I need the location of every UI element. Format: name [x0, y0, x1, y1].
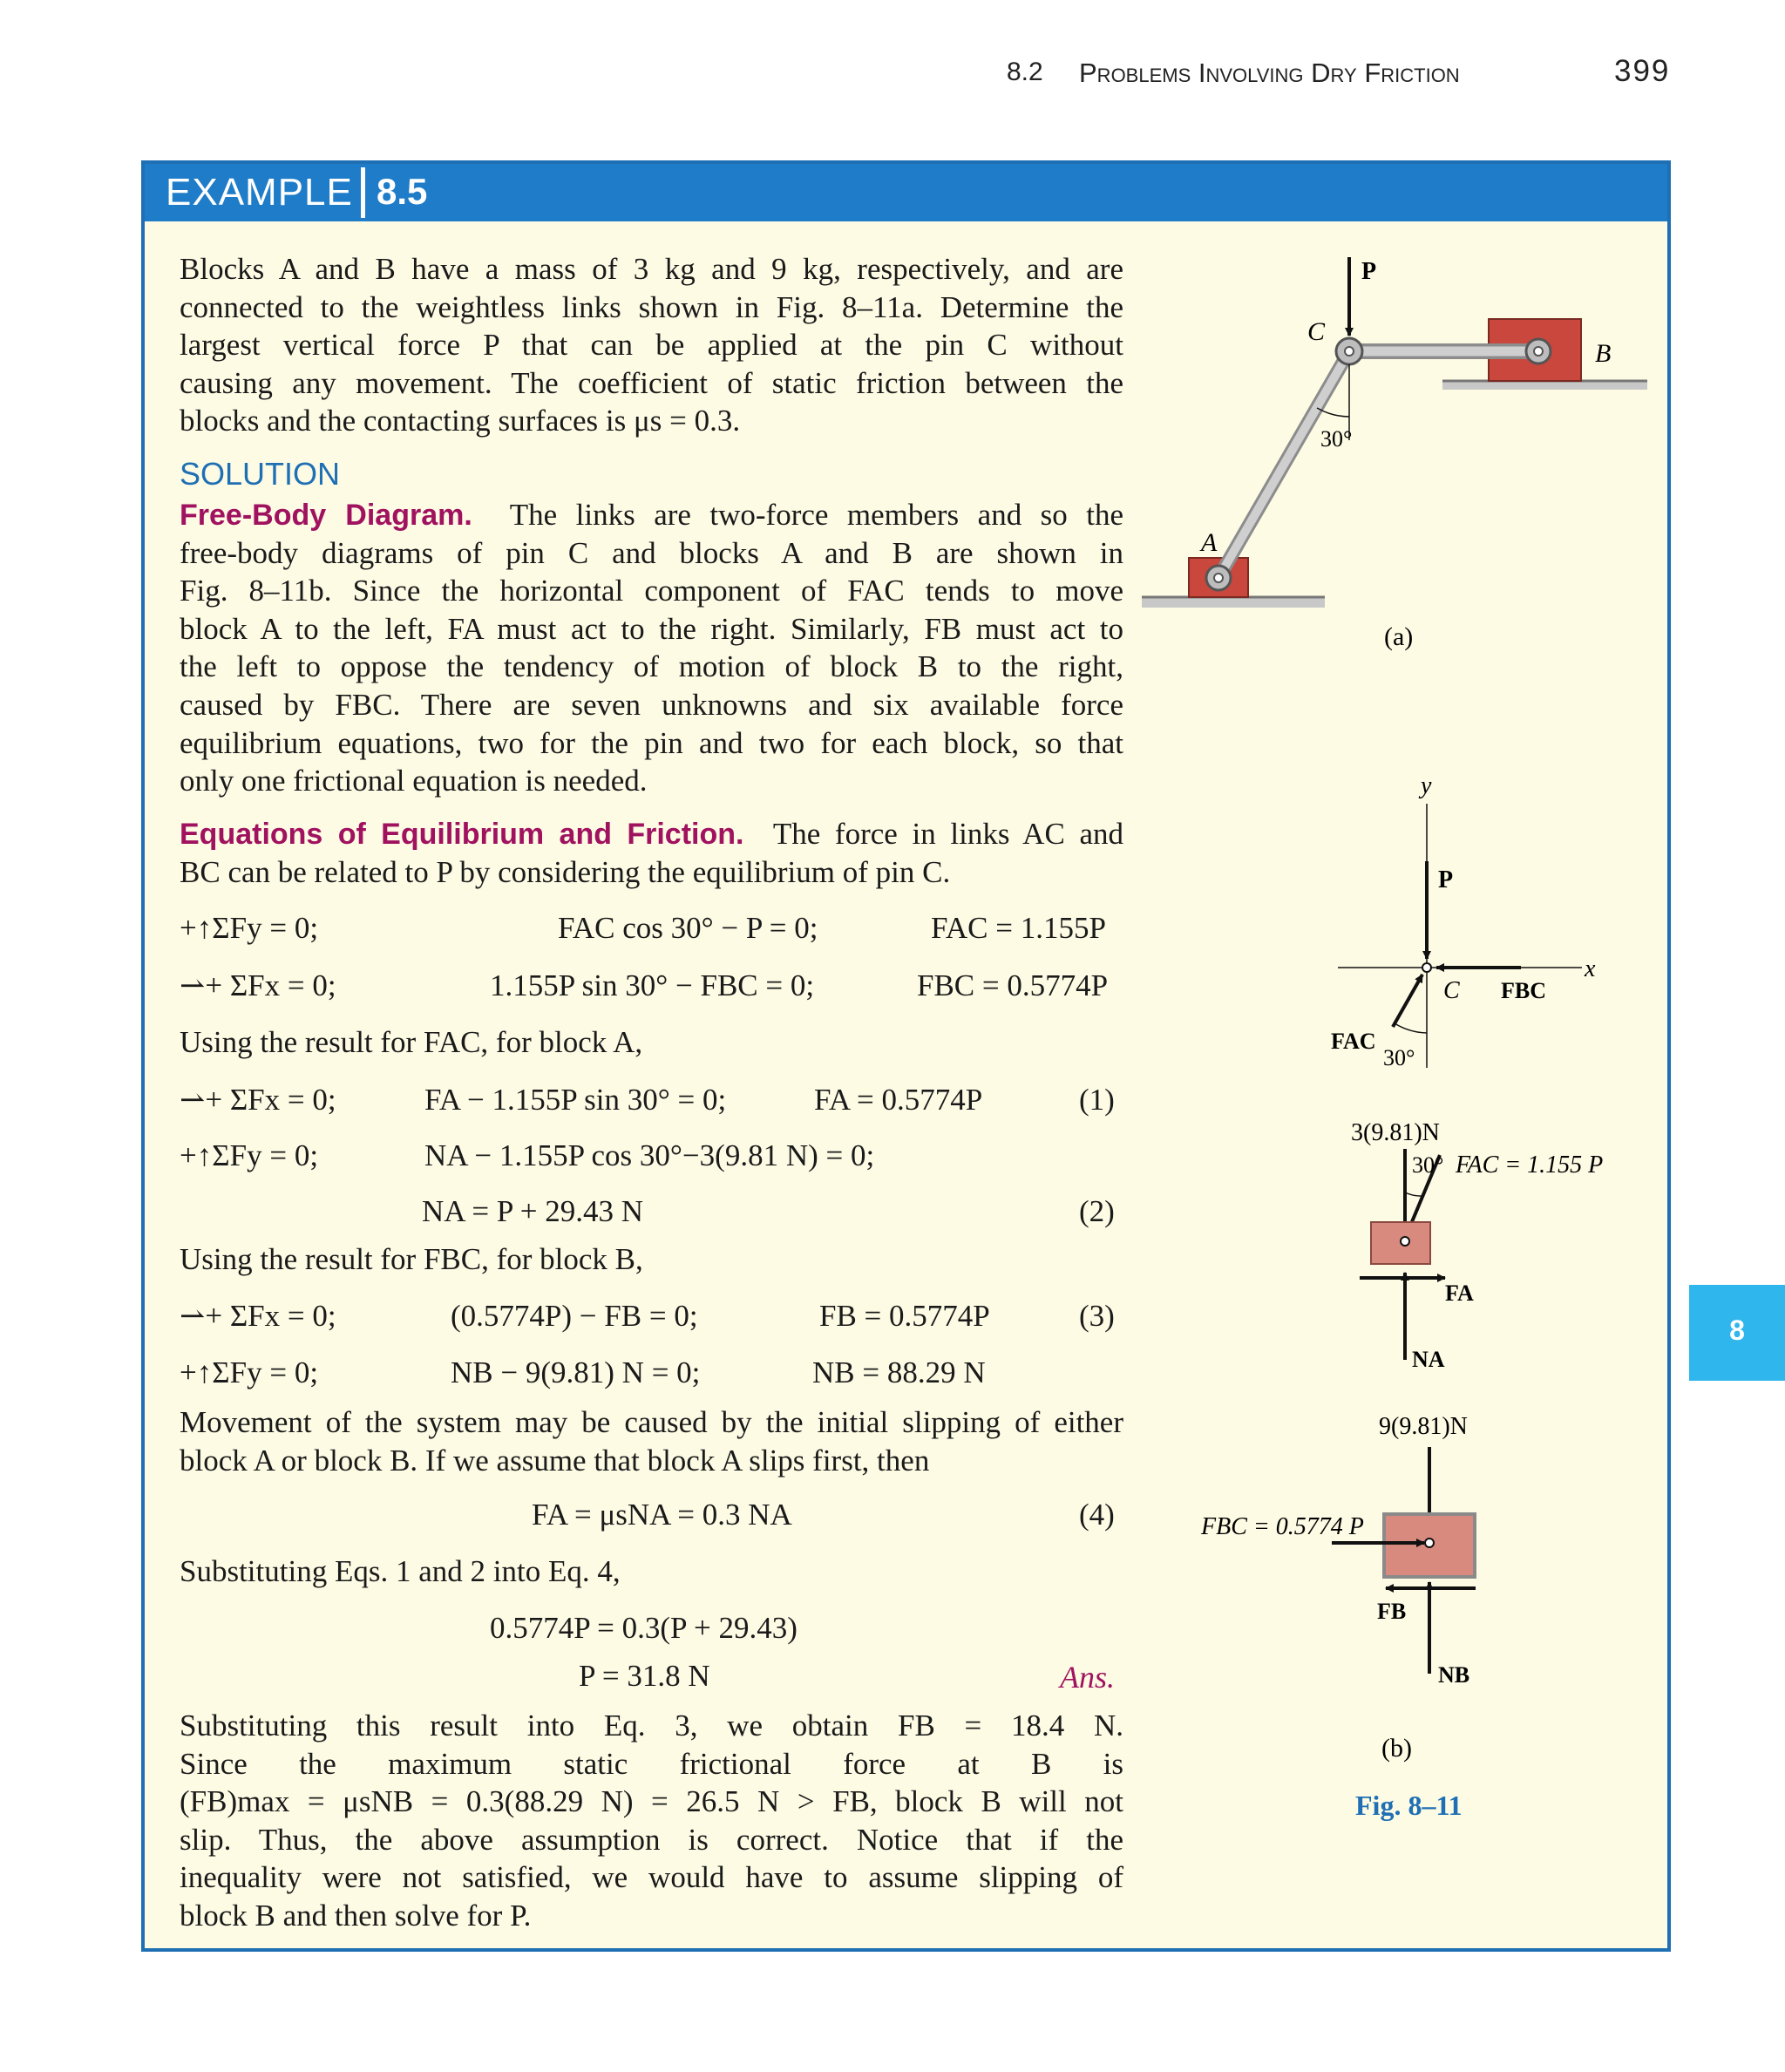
eq-b-y-label: +↑ΣFy = 0;: [180, 1355, 319, 1389]
eq-pin-y-body: FAC cos 30° − P = 0;: [558, 911, 818, 945]
closing-line: slip. Thus, the above assumption is correct. Notice that if the: [180, 1822, 1123, 1857]
answer-label: Ans.: [1060, 1660, 1115, 1695]
closing-line: block B and then solve for P.: [180, 1898, 532, 1933]
label-nb: NB: [1438, 1662, 1470, 1688]
eq-friction: FA = μsNA = 0.3 NA: [532, 1498, 792, 1532]
intro-line: Blocks A and B have a mass of 3 kg and 9 kg, respectively, and are: [180, 252, 1123, 286]
eq-a-y-label: +↑ΣFy = 0;: [180, 1138, 319, 1172]
section-number: 8.2: [1007, 58, 1043, 86]
label-fac-pin: FAC: [1331, 1029, 1376, 1054]
intro-line: blocks and the contacting surfaces is μs = 0.3.: [180, 404, 741, 438]
eq-a-normal: NA = P + 29.43 N: [422, 1194, 644, 1228]
weight-b-label: 9(9.81)N: [1379, 1413, 1468, 1440]
eq-number-2: (2): [1079, 1194, 1115, 1228]
eq-number-3: (3): [1079, 1299, 1115, 1333]
eq-result-p: P = 31.8 N: [579, 1659, 710, 1693]
eq-pin-x-label: ⇀+ ΣFx = 0;: [180, 968, 336, 1002]
movement-line: Movement of the system may be caused by the initial slipping of either: [180, 1405, 1123, 1439]
eq-pin-y-label: +↑ΣFy = 0;: [180, 911, 319, 945]
eq-pin-y-result: FAC = 1.155P: [931, 911, 1106, 945]
eqf-text: The force in links AC and: [772, 817, 1124, 851]
force-fac-pin: [1393, 975, 1422, 1027]
label-fb: FB: [1377, 1599, 1407, 1624]
label-a-a: A: [1201, 528, 1218, 557]
label-c-a: C: [1307, 317, 1326, 346]
closing-line: Substituting this result into Eq. 3, we obtain FB = 18.4 N.: [180, 1709, 1123, 1743]
eq-b-x-result: FB = 0.5774P: [819, 1299, 990, 1333]
label-na: NA: [1412, 1347, 1445, 1372]
label-fa: FA: [1445, 1281, 1474, 1306]
chapter-tab-label: 8: [1729, 1315, 1745, 1346]
closing-line: inequality were not satisfied, we would have to assume slipping of: [180, 1860, 1123, 1895]
using-fac-text: Using the result for FAC, for block A,: [180, 1025, 643, 1059]
example-number: 8.5: [377, 171, 428, 212]
figure-b-pin: [1331, 772, 1596, 1070]
solution-heading: SOLUTION: [180, 456, 341, 492]
eq-number-1: (1): [1079, 1083, 1115, 1117]
eqf-line: BC can be related to P by considering the equilibrium of pin C.: [180, 854, 951, 889]
intro-line: connected to the weightless links shown in Fig. 8–11a. Determine the: [180, 289, 1123, 324]
example-label: EXAMPLE: [166, 171, 353, 214]
movement-line: block A or block B. If we assume that block A slips first, then: [180, 1443, 930, 1478]
figure-b-block-a: [1351, 1119, 1603, 1372]
link-ac-highlight: [1218, 351, 1349, 578]
eq-a-y-body: NA − 1.155P cos 30°−3(9.81 N) = 0;: [424, 1138, 875, 1172]
angle-arc-pin: [1395, 1023, 1427, 1033]
fbd-heading: Free-Body Diagram.: [180, 499, 472, 532]
using-fbc-text: Using the result for FBC, for block B,: [180, 1242, 643, 1276]
caption-b: (b): [1381, 1734, 1412, 1763]
fbd-line: block A to the left, FA must act to the right. Similarly, FB must act to: [180, 611, 1123, 646]
eq-b-x-label: ⇀+ ΣFx = 0;: [180, 1299, 336, 1333]
angle-label-pin: 30°: [1383, 1045, 1415, 1070]
closing-line: Since the maximum static frictional force at B is: [180, 1746, 1123, 1781]
angle-arc-block: [1405, 1192, 1424, 1196]
fbd-line: free-body diagrams of pin C and blocks A and B are shown in: [180, 535, 1123, 570]
eq-pin-x-body: 1.155P sin 30° − FBC = 0;: [490, 968, 815, 1002]
eq-a-x-label: ⇀+ ΣFx = 0;: [180, 1083, 336, 1117]
eq-a-x-result: FA = 0.5774P: [814, 1083, 983, 1117]
substituting-text: Substituting Eqs. 1 and 2 into Eq. 4,: [180, 1554, 621, 1588]
page-number: 399: [1614, 54, 1671, 88]
label-y: y: [1421, 772, 1432, 799]
ground-a: [1142, 597, 1325, 608]
fbd-text: The links are two-force members and so the: [509, 498, 1124, 532]
fbd-line: equilibrium equations, two for the pin and two for each block, so that: [180, 725, 1123, 760]
figure-label: Fig. 8–11: [1355, 1790, 1463, 1821]
angle-label-a: 30°: [1320, 426, 1353, 452]
intro-line: causing any movement. The coefficient of static friction between the: [180, 365, 1123, 400]
eq-substitution: 0.5774P = 0.3(P + 29.43): [490, 1611, 797, 1645]
angle-label-block: 30°: [1412, 1152, 1444, 1178]
eq-number-4: (4): [1079, 1498, 1115, 1532]
label-p-a: P: [1361, 258, 1377, 285]
label-p-pin: P: [1438, 866, 1454, 893]
figure-a: [1142, 257, 1647, 651]
pin-c-node: [1422, 963, 1431, 972]
intro-line: largest vertical force P that can be applied at the pin C without: [180, 328, 1123, 363]
figure-b-block-b: [1200, 1413, 1476, 1763]
caption-a: (a): [1384, 622, 1414, 651]
fbd-line: caused by FBC. There are seven unknowns and six available force: [180, 687, 1123, 722]
eq-pin-x-result: FBC = 0.5774P: [917, 968, 1109, 1002]
label-c-pin: C: [1443, 977, 1460, 1004]
label-x: x: [1585, 955, 1596, 982]
eq-b-y-body: NB − 9(9.81) N = 0;: [451, 1355, 701, 1389]
fac-value-label: FAC = 1.155 P: [1456, 1151, 1604, 1179]
eqf-heading: Equations of Equilibrium and Friction.: [180, 818, 744, 851]
eq-b-x-body: (0.5774P) − FB = 0;: [451, 1299, 698, 1333]
eq-a-x-body: FA − 1.155P sin 30° = 0;: [424, 1083, 727, 1117]
fbd-line: Fig. 8–11b. Since the horizontal component of FAC tends to move: [180, 574, 1123, 608]
label-b-a: B: [1595, 339, 1612, 368]
closing-line: (FB)max = μsNB = 0.3(88.29 N) = 26.5 N > FB, block B will not: [180, 1784, 1123, 1819]
fbd-line: only one frictional equation is needed.: [180, 764, 648, 798]
label-fbc-pin: FBC: [1501, 978, 1546, 1003]
section-title: Problems Involving Dry Friction: [1079, 58, 1460, 88]
weight-a-label: 3(9.81)N: [1351, 1119, 1440, 1146]
fbd-line: the left to oppose the tendency of motion of block B to the right,: [180, 649, 1123, 684]
eq-b-y-result: NB = 88.29 N: [812, 1355, 986, 1389]
fbc-value-label: FBC = 0.5774 P: [1201, 1513, 1364, 1540]
